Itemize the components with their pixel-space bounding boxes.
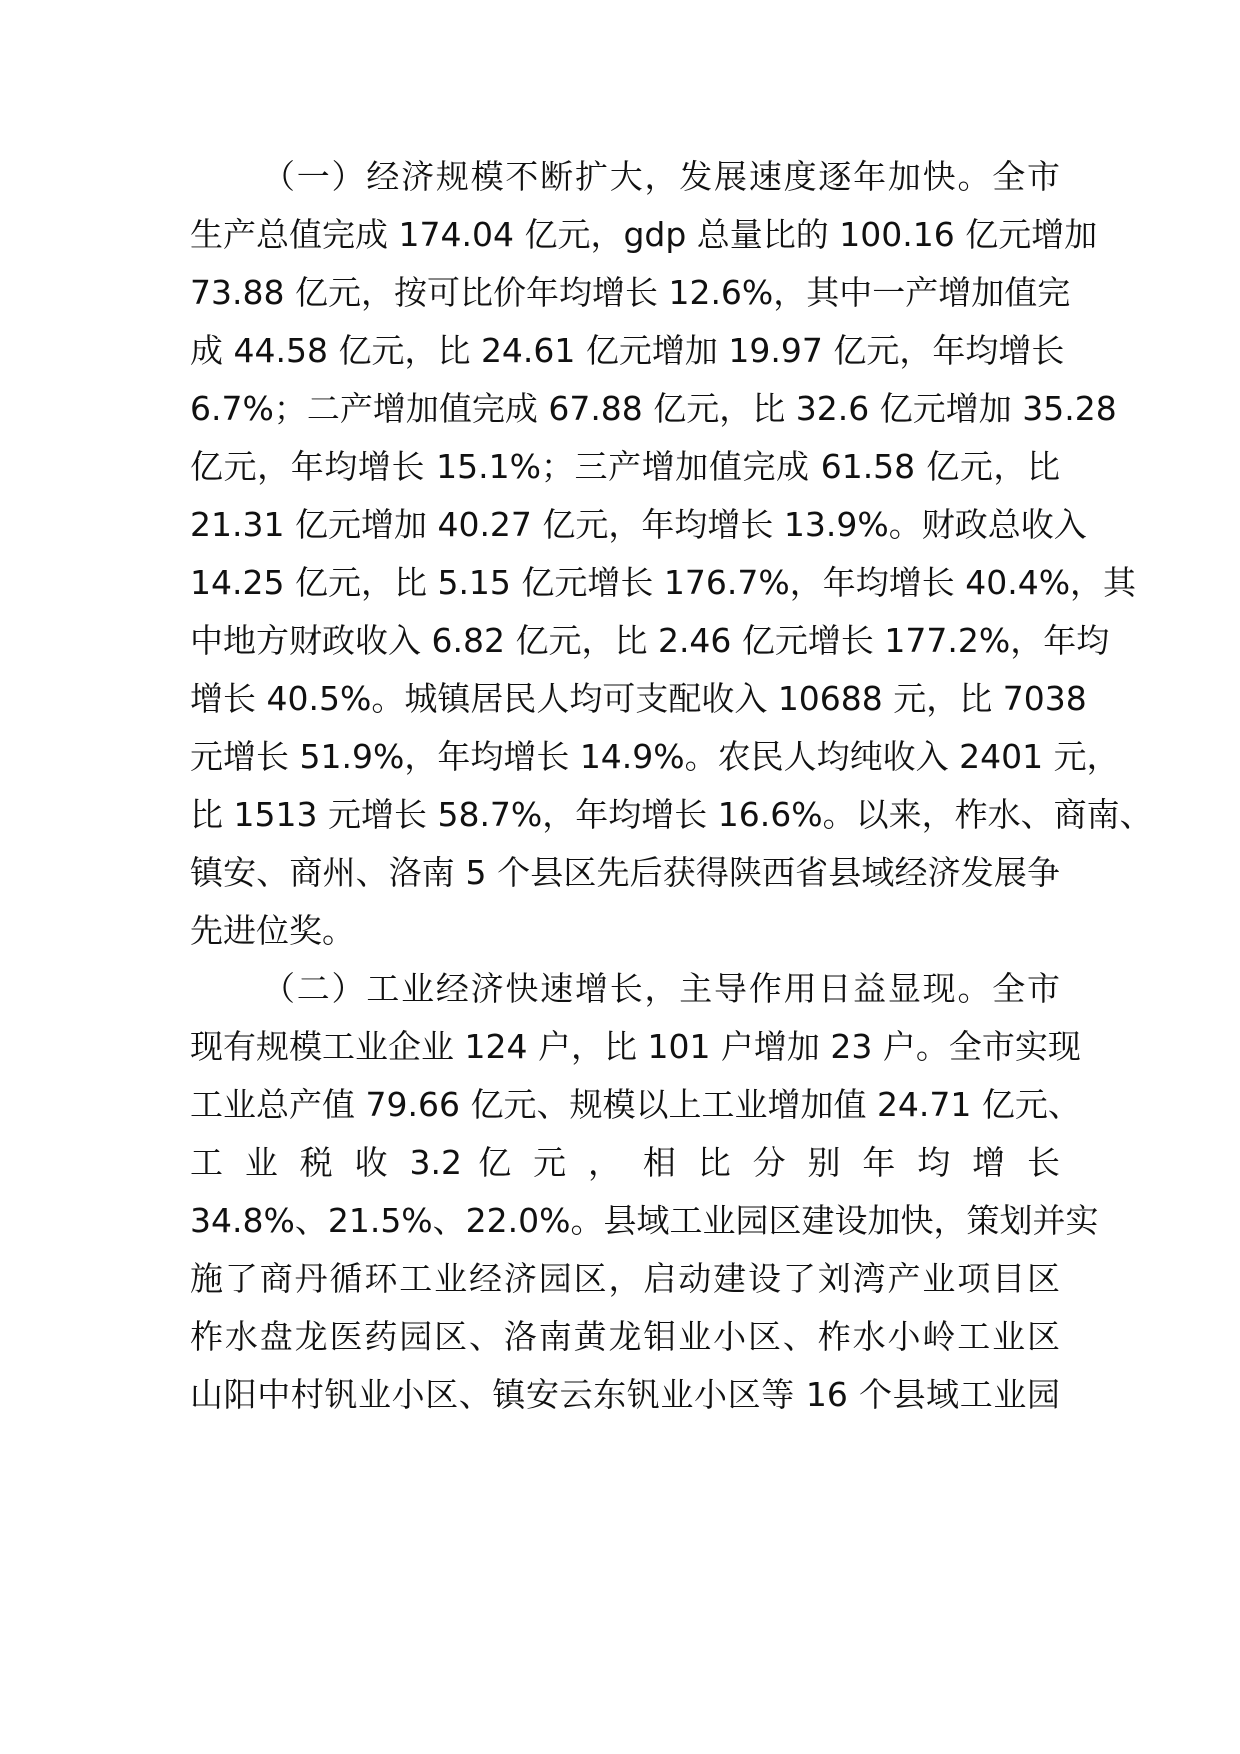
paragraph-1-line-10: 增长 40.5%。城镇居民人均可支配收入 10688 元，比 7038 (190, 679, 1087, 718)
paragraph-1-line-4: 成 44.58 亿元，比 24.61 亿元增加 19.97 亿元，年均增长 (190, 331, 1065, 370)
paragraph-1-line-6: 亿元，年均增长 15.1%；三产增加值完成 61.58 亿元，比 (190, 447, 1060, 486)
paragraph-1-line-8: 14.25 亿元，比 5.15 亿元增长 176.7%，年均增长 40.4%，其 (190, 563, 1137, 602)
paragraph-1-line-12: 比 1513 元增长 58.7%，年均增长 16.6%。以来，柞水、商南、 (190, 795, 1153, 834)
paragraph-2-line-3: 工业总产值 79.66 亿元、规模以上工业增加值 24.71 亿元、 (190, 1085, 1081, 1124)
paragraph-1-line-5: 6.7%；二产增加值完成 67.88 亿元，比 32.6 亿元增加 35.28 (190, 389, 1117, 428)
paragraph-1-line-11: 元增长 51.9%，年均增长 14.9%。农民人均纯收入 2401 元， (190, 737, 1120, 776)
paragraph-2-line-5: 34.8%、21.5%、22.0%。县域工业园区建设加快，策划并实 (190, 1201, 1099, 1240)
paragraph-1-line-9: 中地方财政收入 6.82 亿元，比 2.46 亿元增长 177.2%，年均 (190, 621, 1110, 660)
paragraph-2-line-8: 山阳中村钒业小区、镇安云东钒业小区等 16 个县域工业园 (190, 1375, 1060, 1414)
paragraph-2-line-7: 柞水盘龙医药园区、洛南黄龙钼业小区、柞水小岭工业区 (190, 1317, 1060, 1356)
paragraph-2-line-2: 现有规模工业企业 124 户，比 101 户增加 23 户。全市实现 (190, 1027, 1081, 1066)
paragraph-1-line-2: 生产总值完成 174.04 亿元，gdp 总量比的 100.16 亿元增加 (190, 215, 1098, 254)
paragraph-2-line-1: （二）工业经济快速增长，主导作用日益显现。全市 (262, 969, 1060, 1008)
paragraph-2-line-6: 施了商丹循环工业经济园区，启动建设了刘湾产业项目区 (190, 1259, 1060, 1298)
paragraph-1-line-1: （一）经济规模不断扩大，发展速度逐年加快。全市 (262, 157, 1060, 196)
paragraph-2-line-4: 工 业 税 收 3.2 亿 元 ， 相 比 分 别 年 均 增 长 (190, 1143, 1060, 1182)
paragraph-1-line-13: 镇安、商州、洛南 5 个县区先后获得陕西省县域经济发展争 (190, 853, 1060, 892)
paragraph-1-line-7: 21.31 亿元增加 40.27 亿元，年均增长 13.9%。财政总收入 (190, 505, 1087, 544)
paragraph-1-line-14: 先进位奖。 (190, 911, 355, 950)
paragraph-1-line-3: 73.88 亿元，按可比价年均增长 12.6%，其中一产增加值完 (190, 273, 1071, 312)
